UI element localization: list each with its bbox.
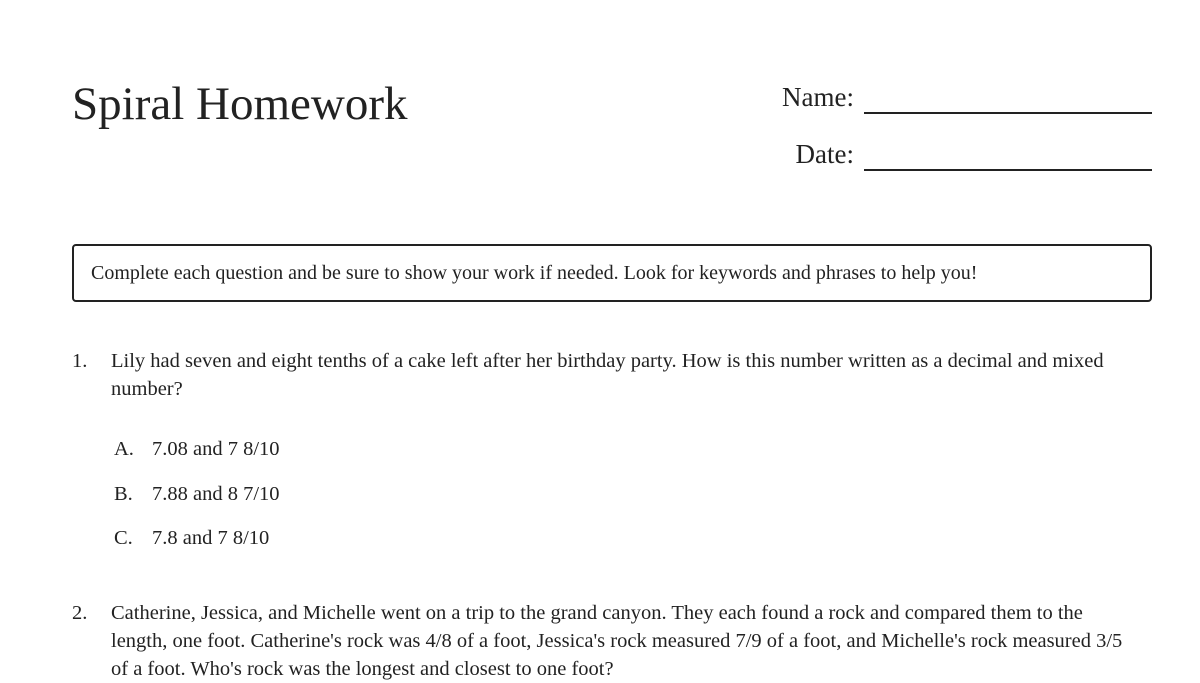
date-field [796,135,1152,171]
date-blank-line [864,135,1152,171]
choice-letter: B. [114,483,133,505]
choice-letter: C. [114,527,133,549]
choice-text: 7.88 and 8 7/10 [152,483,280,505]
choice-b [114,480,280,508]
instructions-box: Complete each question and be sure to show your work if needed. Look for keywords and phrases to help you! [72,244,1152,302]
question-text: Catherine, Jessica, and Michelle went on a trip to the grand canyon. They each found a rock and compared them to the length, one foot. Catherine's rock was 4/8 of a foot, Jessica's rock measured 7/9 of a foot, and Michelle's rock measured 3/5 of a foot. Who's rock was the longest and closest to one foot? [111,602,1123,680]
question-number: 2. [72,602,88,624]
page-title: Spiral Homework [72,78,408,130]
name-blank-line [864,78,1152,114]
question-2 [72,599,1152,683]
choice-text: 7.8 and 7 8/10 [152,527,270,549]
date-label: Date: [795,139,854,169]
choice-letter: A. [114,438,134,460]
question-number: 1. [72,350,88,372]
question-1 [72,347,1152,403]
question-text: Lily had seven and eight tenths of a cake left after her birthday party. How is this number written as a decimal and mixed number? [111,350,1104,400]
name-label: Name: [782,82,854,112]
choice-text: 7.08 and 7 8/10 [152,438,280,460]
name-field [782,78,1152,114]
choice-a [114,435,280,463]
choice-c [114,524,269,552]
